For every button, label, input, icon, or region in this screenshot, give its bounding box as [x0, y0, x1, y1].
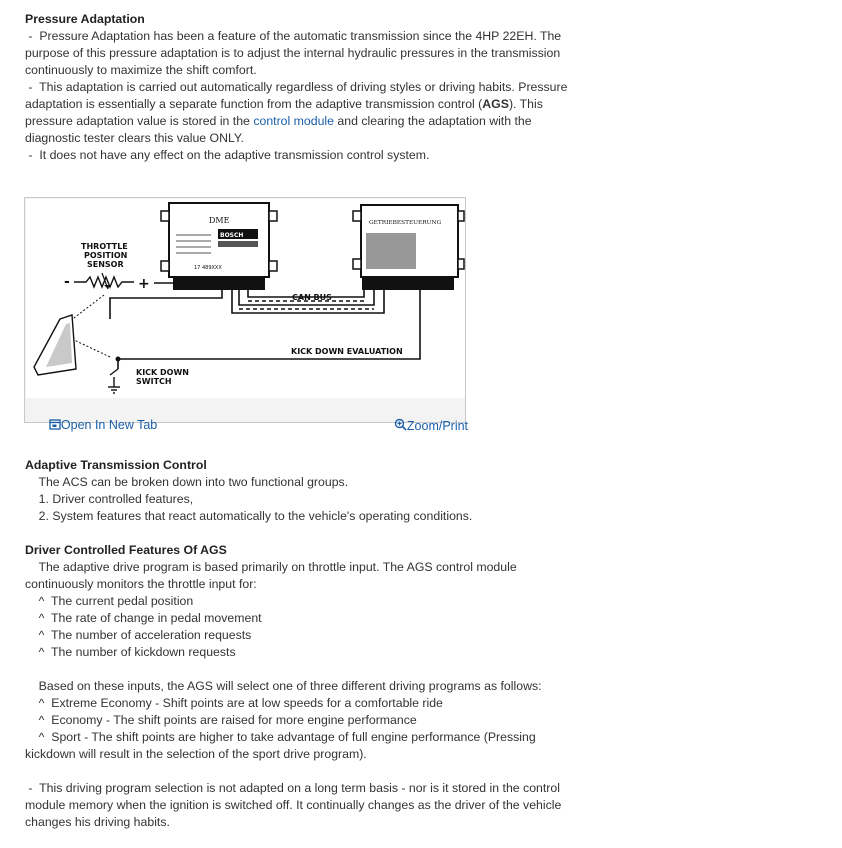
text-run: and clearing the adaptation with the: [334, 114, 532, 128]
switch-label: SWITCH: [136, 377, 172, 386]
dme-label: DME: [209, 216, 230, 225]
dme-module: [161, 203, 277, 290]
open-in-new-tab-icon: [49, 418, 61, 430]
open-in-new-tab-link[interactable]: [35, 404, 157, 446]
list-item: ^ The current pedal position: [25, 594, 194, 608]
getriebesteuerung-module: [353, 205, 464, 290]
heading-pressure-adaptation: Pressure Adaptation: [25, 12, 145, 26]
accelerator-pedal: [34, 295, 110, 375]
paragraph-line: purpose of this pressure adaptation is to adjust the internal hydraulic pressures in the transmission: [25, 46, 561, 60]
minus-sign: -: [64, 274, 70, 290]
open-in-new-tab-label: Open In New Tab: [60, 418, 158, 432]
position-label: POSITION: [84, 251, 128, 260]
paragraph-line: The ACS can be broken down into two functional groups.: [25, 475, 349, 489]
kick-down-switch: [108, 357, 189, 394]
list-item: 1. Driver controlled features,: [25, 492, 194, 506]
paragraph-line: module memory when the ignition is switched off. It continually changes as the driver of the vehicle: [25, 798, 562, 812]
paragraph-line: [25, 96, 543, 113]
list-item: 2. System features that react automatically to the vehicle's operating conditions.: [25, 509, 473, 523]
paragraph-line: [25, 113, 532, 130]
zoom-print-link[interactable]: [380, 404, 468, 447]
magnifier-plus-icon: [394, 418, 407, 431]
transmission-wiring-diagram[interactable]: [26, 199, 465, 398]
sensor-label: SENSOR: [87, 260, 124, 269]
paragraph-line: kickdown will result in the selection of the sport drive program).: [25, 747, 367, 761]
list-item: ^ The number of acceleration requests: [25, 628, 252, 642]
list-item: ^ The number of kickdown requests: [25, 645, 236, 659]
paragraph-line: - This driving program selection is not adapted on a long term basis - nor is it stored in the control: [25, 781, 560, 795]
ags-bold-text: AGS: [482, 97, 509, 111]
list-item: ^ Economy - The shift points are raised for more engine performance: [25, 713, 417, 727]
paragraph-line: changes his driving habits.: [25, 815, 170, 829]
paragraph-line: - It does not have any effect on the adaptive transmission control system.: [25, 148, 430, 162]
text-run: ). This: [508, 97, 543, 111]
paragraph-line: continuously monitors the throttle input for:: [25, 577, 257, 591]
zoom-print-label: Zoom/Print: [406, 419, 469, 433]
paragraph-line: Based on these inputs, the AGS will select one of three different driving programs as follows:: [25, 679, 542, 693]
getriebesteuerung-label: GETRIEBESTEUERUNG: [369, 220, 442, 226]
kick-down-label: KICK DOWN: [136, 368, 189, 377]
figure-panel: [24, 197, 469, 433]
paragraph-line: - Pressure Adaptation has been a feature of the automatic transmission since the 4HP 22EH. The: [25, 29, 562, 43]
heading-driver-controlled-features: Driver Controlled Features Of AGS: [25, 543, 227, 557]
paragraph-line: - This adaptation is carried out automatically regardless of driving styles or driving habits. Pressure: [25, 80, 568, 94]
plus-sign: +: [138, 276, 150, 292]
can-bus-wires: [110, 283, 420, 369]
paragraph-line: The adaptive drive program is based primarily on throttle input. The AGS control module: [25, 560, 517, 574]
heading-adaptive-transmission-control: Adaptive Transmission Control: [25, 458, 207, 472]
paragraph-line: diagnostic tester clears this value ONLY.: [25, 131, 244, 145]
text-run: adaptation is essentially a separate function from the adaptive transmission control (: [25, 97, 483, 111]
control-module-link[interactable]: control module: [253, 114, 334, 128]
list-item: ^ Sport - The shift points are higher to take advantage of full engine performance (Pressing: [25, 730, 536, 744]
can-bus-label: CAN BUS: [292, 293, 332, 302]
list-item: ^ The rate of change in pedal movement: [25, 611, 262, 625]
throttle-label: THROTTLE: [81, 242, 128, 251]
throttle-position-sensor: [64, 242, 150, 292]
part-number-label: 17 489XXX: [194, 265, 222, 271]
bosch-label: BOSCH: [220, 232, 244, 239]
list-item: ^ Extreme Economy - Shift points are at low speeds for a comfortable ride: [25, 696, 443, 710]
text-run: pressure adaptation value is stored in the: [25, 114, 254, 128]
paragraph-line: continuously to maximize the shift comfort.: [25, 63, 257, 77]
kick-down-evaluation-label: KICK DOWN EVALUATION: [291, 347, 403, 356]
